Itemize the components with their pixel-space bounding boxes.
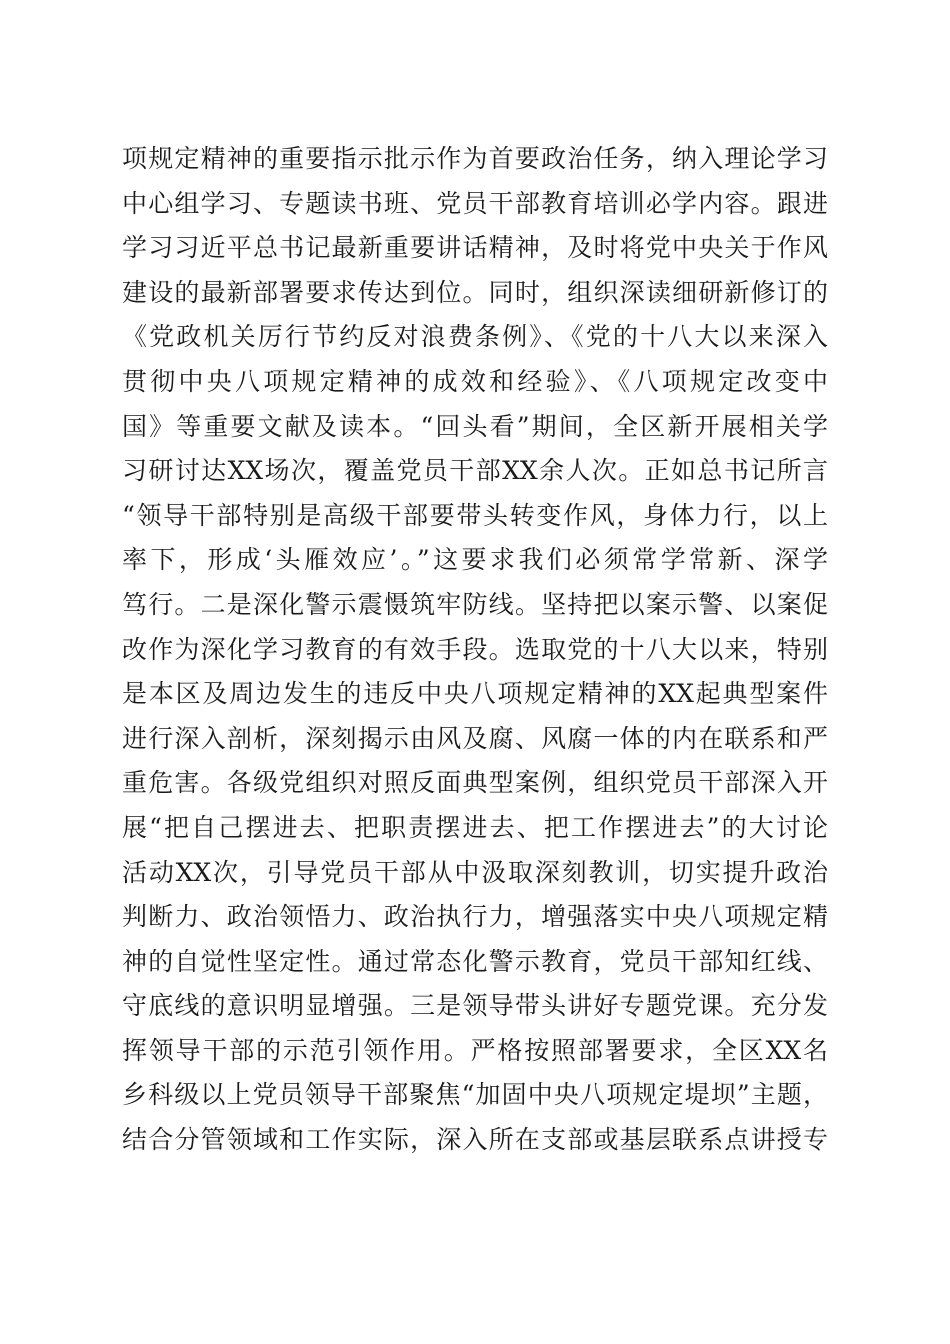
text-line: 守底线的意识明显增强。三是领导带头讲好专题党课。充分发: [122, 991, 828, 1021]
text-line: 笃行。二是深化警示震慑筑牢防线。坚持把以案示警、以案促: [122, 589, 828, 619]
text-line: 进行深入剖析，深刻揭示由风及腐、风腐一体的内在联系和严: [122, 723, 828, 753]
text-line: 改作为深化学习教育的有效手段。选取党的十八大以来，特别: [122, 634, 828, 664]
text-line: “领导干部特别是高级干部要带头转变作风，身体力行，以上: [122, 500, 828, 530]
text-line: 贯彻中央八项规定精神的成效和经验》、《八项规定改变中: [122, 366, 828, 396]
body-text: [122, 137, 828, 1163]
text-line: 习研讨达XX场次，覆盖党员干部XX余人次。正如总书记所言: [122, 456, 828, 486]
text-line: 中心组学习、专题读书班、党员干部教育培训必学内容。跟进: [122, 188, 828, 218]
text-line: 是本区及周边发生的违反中央八项规定精神的XX起典型案件: [122, 679, 828, 709]
text-line: 结合分管领域和工作实际，深入所在支部或基层联系点讲授专: [122, 1125, 828, 1155]
text-line: 学习习近平总书记最新重要讲话精神，及时将党中央关于作风: [122, 233, 828, 263]
text-line: 建设的最新部署要求传达到位。同时，组织深读细研新修订的: [122, 277, 828, 307]
text-line: 神的自觉性坚定性。通过常态化警示教育，党员干部知红线、: [122, 946, 828, 976]
text-line: 率下，形成‘头雁效应’。”这要求我们必须常学常新、深学: [122, 545, 828, 575]
text-line: 展“把自己摆进去、把职责摆进去、把工作摆进去”的大讨论: [122, 812, 828, 842]
text-line: 挥领导干部的示范引领作用。严格按照部署要求，全区XX名: [122, 1035, 828, 1065]
text-line: 重危害。各级党组织对照反面典型案例，组织党员干部深入开: [122, 768, 828, 798]
text-line: 项规定精神的重要指示批示作为首要政治任务，纳入理论学习: [122, 144, 828, 173]
text-line: 判断力、政治领悟力、政治执行力，增强落实中央八项规定精: [122, 902, 828, 932]
text-line: 国》等重要文献及读本。“回头看”期间，全区新开展相关学: [122, 411, 828, 441]
text-line: 活动XX次，引导党员干部从中汲取深刻教训，切实提升政治: [122, 857, 828, 887]
text-line: 《党政机关厉行节约反对浪费条例》、《党的十八大以来深入: [122, 322, 828, 352]
text-line: 乡科级以上党员领导干部聚焦“加固中央八项规定堤坝”主题，: [122, 1080, 828, 1110]
